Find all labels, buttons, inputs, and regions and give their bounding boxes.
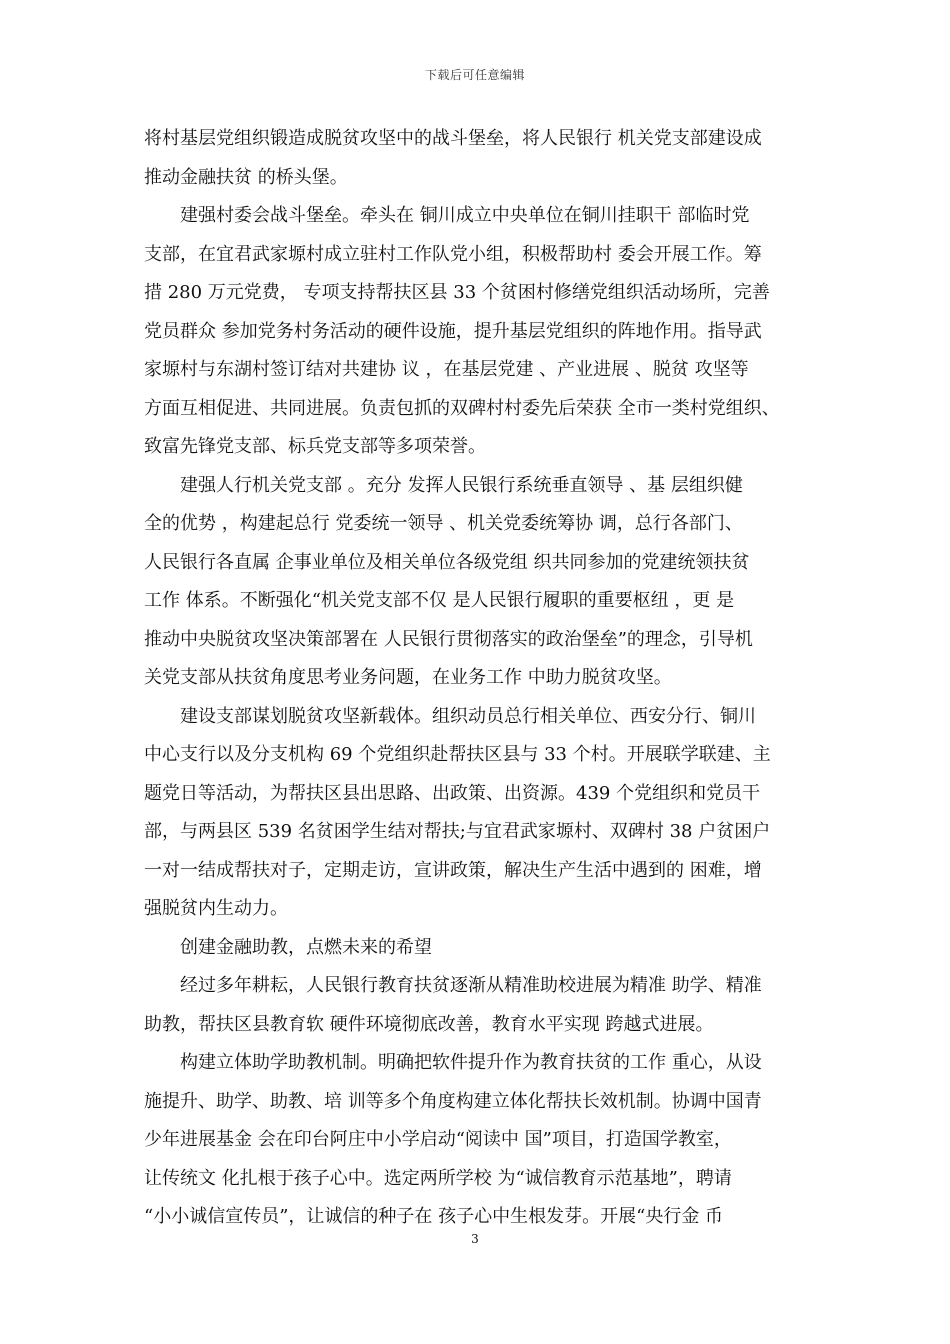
paragraph-start: 建强村委会战斗堡垒。牵头在 铜川成立中央单位在铜川挂职干 部临时党 xyxy=(180,205,750,226)
paragraph-start: 经过多年耕耘，人民银行教育扶贫逐渐从精准助校进展为精准 助学、精准 xyxy=(180,975,762,996)
body-text xyxy=(144,124,824,1241)
section-heading: 创建金融助教，点燃未来的希望 xyxy=(180,936,432,958)
paragraph-start: 建设支部谋划脱贫攻坚新载体。组织动员总行相关单位、西安分行、铜川 xyxy=(180,705,756,727)
page-header: 下载后可任意编辑 xyxy=(424,68,525,82)
page-number: 3 xyxy=(471,1232,479,1246)
paragraph-start: 构建立体助学助教机制。明确把软件提升作为教育扶贫的工作 重心，从设 xyxy=(180,1052,762,1073)
text-line: 全的优势 ，构建起总行 党委统一领导 、机关党委统筹协 调，总行各部门、 xyxy=(144,513,743,534)
text-line: 推动中央脱贫攻坚决策部署在 人民银行贯彻落实的政治堡垒”的理念，引导机 xyxy=(144,628,753,650)
text-line: 党员群众 参加党务村务活动的硬件设施，提升基层党组织的阵地作用。指导武 xyxy=(144,320,762,342)
text-line: 一对一结成帮扶对子，定期走访，宣讲政策，解决生产生活中遇到的 困难，增 xyxy=(144,859,762,881)
text-line: 让传统文 化扎根于孩子心中。选定两所学校 为“诚信教育示范基地”，聘请 xyxy=(144,1167,732,1189)
text-line: 工作 体系。不断强化“机关党支部不仅 是人民银行履职的重要枢纽 ，更 是 xyxy=(144,590,735,611)
text-line: 部，与两县区 539 名贫困学生结对帮扶;与宜君武家塬村、双碑村 38 户贫困户 xyxy=(144,821,771,842)
text-line: 推动金融扶贫 的桥头堡。 xyxy=(144,166,348,188)
text-line: 致富先锋党支部、标兵党支部等多项荣誉。 xyxy=(144,436,486,457)
text-line: 支部，在宜君武家塬村成立驻村工作队党小组，积极帮助村 委会开展工作。筹 xyxy=(144,243,762,265)
text-line: 施提升、助学、助教、培 训等多个角度构建立体化帮扶长效机制。协调中国青 xyxy=(144,1090,762,1112)
text-line: 题党日等活动，为帮扶区县出思路、出政策、出资源。439 个党组织和党员干 xyxy=(144,782,761,804)
text-line: 人民银行各直属 企事业单位及相关单位各级党组 织共同参加的党建统领扶贫 xyxy=(144,551,750,573)
text-line: 家塬村与东湖村签订结对共建协 议 ，在基层党建 、产业进展 、脱贫 攻坚等 xyxy=(144,359,749,380)
text-line: 少年进展基金 会在印台阿庄中小学启动“阅读中 国”项目，打造国学教室， xyxy=(144,1129,732,1150)
text-line: 强脱贫内生动力。 xyxy=(144,898,288,919)
text-line: 助教，帮扶区县教育软 硬件环境彻底改善，教育水平实现 跨越式进展。 xyxy=(144,1013,714,1035)
text-line: 措 280 万元党费， 专项支持帮扶区县 33 个贫困村修缮党组织活动场所，完善 xyxy=(144,282,770,303)
text-line: 方面互相促进、共同进展。负责包抓的双碑村村委先后荣获 全市一类村党组织、 xyxy=(144,397,780,419)
text-line: “小小诚信宣传员”，让诚信的种子在 孩子心中生根发芽。开展“央行金 币 xyxy=(144,1206,724,1227)
paragraph-start: 建强人行机关党支部 。充分 发挥人民银行系统垂直领导 、基 层组织健 xyxy=(180,474,743,496)
text-line: 将村基层党组织锻造成脱贫攻坚中的战斗堡垒，将人民银行 机关党支部建设成 xyxy=(144,128,762,149)
text-line: 中心支行以及分支机构 69 个党组织赴帮扶区县与 33 个村。开展联学联建、主 xyxy=(144,744,771,765)
text-line: 关党支部从扶贫角度思考业务问题，在业务工作 中助力脱贫攻坚。 xyxy=(144,667,672,688)
